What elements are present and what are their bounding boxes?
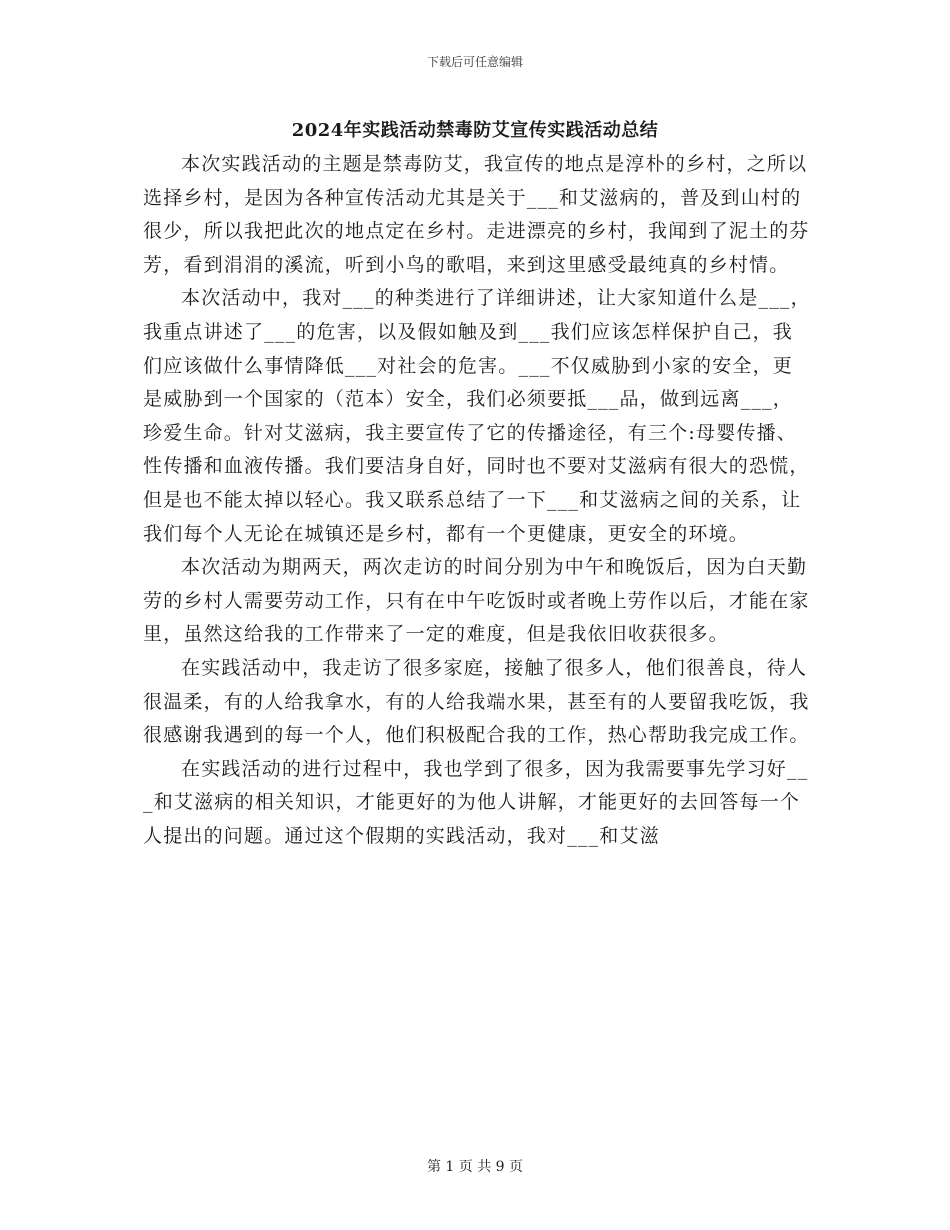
page-number: 第 1 页 共 9 页 bbox=[426, 1159, 524, 1175]
paragraph: 在实践活动的进行过程中，我也学到了很多，因为我需要事先学习好___和艾滋病的相关知识，才能更好的为他人讲解，才能更好的去回答每一个人提出的问题。通过这个假期的实践活动，我对___和艾滋 bbox=[143, 757, 809, 847]
document-body bbox=[143, 148, 811, 853]
paragraph: 在实践活动中，我走访了很多家庭，接触了很多人，他们很善良，待人很温柔，有的人给我拿水，有的人给我端水果，甚至有的人要留我吃饭，我很感谢我遇到的每一个人，他们积极配合我的工作，热心帮助我完成工作。 bbox=[143, 656, 810, 747]
header-note: 下载后可任意编辑 bbox=[426, 55, 523, 69]
paragraph: 本次活动中，我对___的种类进行了详细讲述，让大家知道什么是___，我重点讲述了___的危害，以及假如触及到___我们应该怎样保护自己，我们应该做什么事情降低___对社会的危害。___不仅威胁到小家的安全，更是威胁到一个国家的（范本）安全，我们必须要抵___品，做到远离___，珍爱生命。针对艾滋病，我主要宣传了它的传播途径，有三个:母婴传播、性传播和血液传播。我们要洁身自好，同时也不要对艾滋病有很大的恐慌，但是也不能太掉以轻心。我又联系总结了一下___和艾滋病之间的关系，让我们每个人无论在城镇还是乡村，都有一个更健康，更安全的环境。 bbox=[143, 287, 811, 545]
paragraph: 本次活动为期两天，两次走访的时间分别为中午和晚饭后，因为白天勤劳的乡村人需要劳动工作，只有在中午吃饭时或者晚上劳作以后，才能在家里，虽然这给我的工作带来了一定的难度，但是我依旧收获很多。 bbox=[143, 556, 810, 646]
document-title: 2024年实践活动禁毒防艾宣传实践活动总结 bbox=[291, 120, 659, 141]
paragraph: 本次实践活动的主题是禁毒防艾，我宣传的地点是淳朴的乡村，之所以选择乡村，是因为各种宣传活动尤其是关于___和艾滋病的，普及到山村的很少，所以我把此次的地点定在乡村。走进漂亮的乡村，我闻到了泥土的芬芳，看到涓涓的溪流，听到小鸟的歌唱，来到这里感受最纯真的乡村情。 bbox=[143, 153, 810, 276]
